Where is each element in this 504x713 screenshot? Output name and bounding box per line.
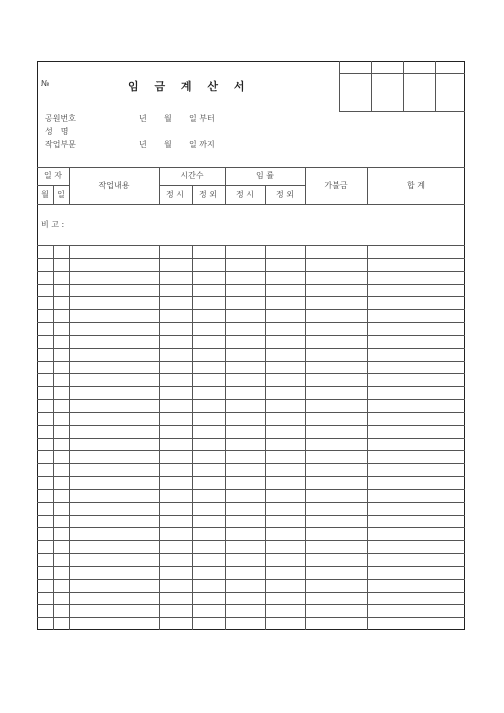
table-column-line bbox=[305, 245, 306, 630]
period-from-day: 일 부터 bbox=[189, 114, 215, 123]
approval-box-bottom-line bbox=[339, 111, 465, 112]
day-header: 일 bbox=[57, 190, 65, 199]
col-divider bbox=[192, 185, 193, 204]
table-row bbox=[37, 579, 465, 580]
table-row bbox=[37, 258, 465, 259]
period-from-month: 월 bbox=[164, 114, 172, 123]
table-row bbox=[37, 296, 465, 297]
hours-regular-header: 정 시 bbox=[166, 190, 184, 199]
table-row bbox=[37, 386, 465, 387]
table-row bbox=[37, 604, 465, 605]
work-content-header: 작업내용 bbox=[98, 181, 130, 190]
wage-statement-form bbox=[37, 61, 465, 630]
header-bottom-line bbox=[37, 204, 465, 205]
table-column-line bbox=[192, 245, 193, 630]
table-column-line bbox=[69, 245, 70, 630]
table-row bbox=[37, 335, 465, 336]
table-row bbox=[37, 553, 465, 554]
col-divider bbox=[305, 167, 306, 204]
table-column-line bbox=[225, 245, 226, 630]
table-row bbox=[37, 540, 465, 541]
table-column-line bbox=[367, 245, 368, 630]
table-row bbox=[37, 399, 465, 400]
table-column-line bbox=[159, 245, 160, 630]
table-row bbox=[37, 489, 465, 490]
approval-box-divider bbox=[371, 61, 372, 111]
hours-header: 시간수 bbox=[180, 171, 204, 180]
col-divider bbox=[265, 185, 266, 204]
table-row bbox=[37, 412, 465, 413]
table-row bbox=[37, 566, 465, 567]
col-divider bbox=[159, 167, 160, 204]
table-row bbox=[37, 592, 465, 593]
table-top-line bbox=[37, 167, 465, 168]
month-day-divider bbox=[53, 185, 54, 204]
period-from-year: 년 bbox=[139, 114, 147, 123]
name-label: 성 명 bbox=[45, 127, 69, 136]
table-row bbox=[37, 463, 465, 464]
table-row bbox=[37, 425, 465, 426]
approval-box-header-line bbox=[339, 73, 465, 74]
document-number-label: № bbox=[41, 79, 50, 88]
table-row bbox=[37, 502, 465, 503]
worker-no-label: 공원번호 bbox=[45, 114, 76, 123]
approval-box-divider bbox=[435, 61, 436, 111]
document-title: 임 금 계 산 서 bbox=[128, 80, 251, 93]
date-header: 일 자 bbox=[44, 171, 62, 180]
table-row bbox=[37, 515, 465, 516]
period-to-year: 년 bbox=[139, 140, 147, 149]
col-divider bbox=[225, 167, 226, 204]
table-row bbox=[37, 348, 465, 349]
hours-overtime-header: 정 외 bbox=[199, 190, 217, 199]
table-column-line bbox=[265, 245, 266, 630]
period-to-month: 월 bbox=[164, 140, 172, 149]
department-label: 작업부문 bbox=[45, 140, 76, 149]
table-row bbox=[37, 476, 465, 477]
table-row bbox=[37, 617, 465, 618]
approval-box-divider bbox=[403, 61, 404, 111]
table-row bbox=[37, 271, 465, 272]
table-row bbox=[37, 450, 465, 451]
approval-box-border bbox=[339, 61, 340, 111]
hours-wage-sub-line bbox=[159, 185, 305, 186]
wage-rate-header: 임 률 bbox=[256, 171, 274, 180]
period-to-day: 일 까지 bbox=[189, 140, 215, 149]
wage-regular-header: 정 시 bbox=[236, 190, 254, 199]
remarks-label: 비 고 : bbox=[41, 220, 65, 229]
wage-overtime-header: 정 외 bbox=[276, 190, 294, 199]
table-column-line bbox=[53, 245, 54, 630]
table-row bbox=[37, 373, 465, 374]
col-divider bbox=[367, 167, 368, 204]
table-row bbox=[37, 527, 465, 528]
table-row bbox=[37, 438, 465, 439]
table-row bbox=[37, 284, 465, 285]
month-header: 월 bbox=[41, 190, 49, 199]
total-header: 합 계 bbox=[407, 181, 425, 190]
table-row bbox=[37, 322, 465, 323]
col-divider bbox=[69, 167, 70, 204]
table-row bbox=[37, 309, 465, 310]
table-row bbox=[37, 361, 465, 362]
remarks-bottom-line bbox=[37, 245, 465, 246]
allowance-header: 가불금 bbox=[324, 181, 348, 190]
